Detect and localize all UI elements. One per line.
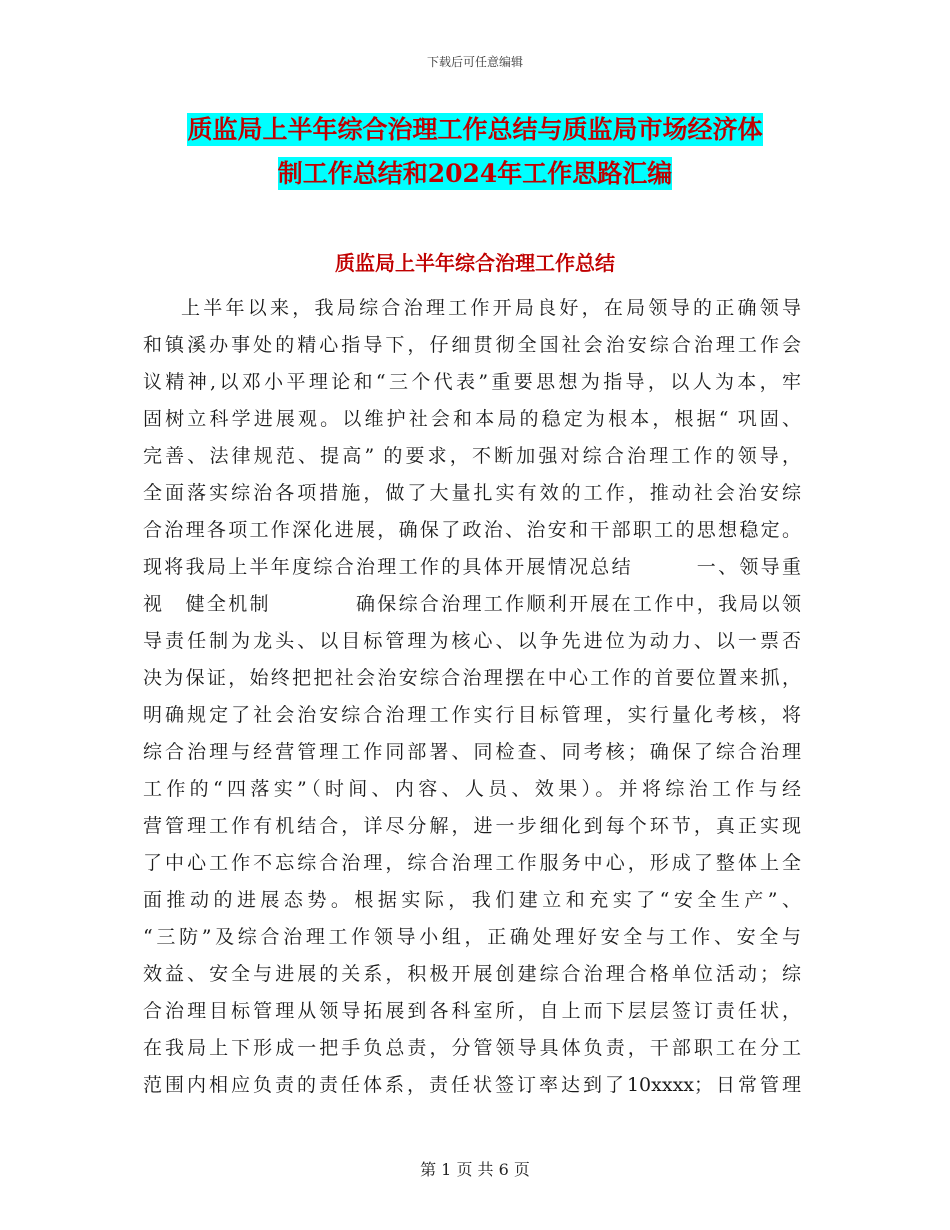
body-line: 全面落实综治各项措施，做了大量扎实有效的工作，推动社会治安综 [143,482,801,504]
document-title [145,108,805,196]
document-title-line-2: 制工作总结和2024年工作思路汇编 [277,159,673,188]
body-line: 营管理工作有机结合，详尽分解，进一步细化到每个环节，真正实现 [143,815,801,837]
body-line: 和镇溪办事处的精心指导下，仔细贯彻全国社会治安综合治理工作会 [143,334,801,356]
body-line: 完善、法律规范、提高” 的要求，不断加强对综合治理工作的领导， [143,445,801,467]
body-line: 合治理目标管理从领导拓展到各科室所，自上而下层层签订责任状， [143,1000,801,1022]
body-line: 效益、安全与进展的关系，积极开展创建综合治理合格单位活动；综 [143,963,801,985]
body-line: 决为保证，始终把把社会治安综合治理摆在中心工作的首要位置来抓， [143,667,801,689]
body-text [143,290,801,1104]
body-line: 明确规定了社会治安综合治理工作实行目标管理，实行量化考核，将 [143,704,801,726]
body-line: 在我局上下形成一把手负总责，分管领导具体负责，干部职工在分工 [143,1037,801,1059]
body-line: 范围内相应负责的责任体系，责任状签订率达到了10xxxx；日常管理 [143,1074,801,1096]
body-line: 视 健全机制 确保综合治理工作顺利开展在工作中，我局以领 [143,593,801,615]
body-line: 了中心工作不忘综合治理，综合治理工作服务中心，形成了整体上全 [143,852,801,874]
body-line: 合治理各项工作深化进展，确保了政治、治安和干部职工的思想稳定。 [143,519,801,541]
body-line: 综合治理与经营管理工作同部署、同检查、同考核；确保了综合治理 [143,741,801,763]
section-title: 质监局上半年综合治理工作总结 [335,251,615,275]
body-line: 议精神,以邓小平理论和“三个代表”重要思想为指导，以人为本，牢 [143,371,801,393]
page-footer: 第 1 页 共 6 页 [420,1160,530,1179]
body-line: “三防”及综合治理工作领导小组，正确处理好安全与工作、安全与 [143,926,801,948]
body-line: 固树立科学进展观。以维护社会和本局的稳定为根本，根据“ 巩固、 [143,408,801,430]
body-line: 现将我局上半年度综合治理工作的具体开展情况总结 一、领导重 [143,556,801,578]
body-line: 上半年以来，我局综合治理工作开局良好，在局领导的正确领导 [181,297,801,319]
body-line: 导责任制为龙头、以目标管理为核心、以争先进位为动力、以一票否 [143,630,801,652]
document-title-line-1: 质监局上半年综合治理工作总结与质监局市场经济体 [187,115,763,144]
body-line: 工作的“四落实”（时间、内容、人员、效果）。并将综治工作与经 [143,778,801,800]
header-note: 下载后可任意编辑 [426,55,523,69]
body-line: 面推动的进展态势。根据实际，我们建立和充实了“安全生产”、 [143,889,801,911]
